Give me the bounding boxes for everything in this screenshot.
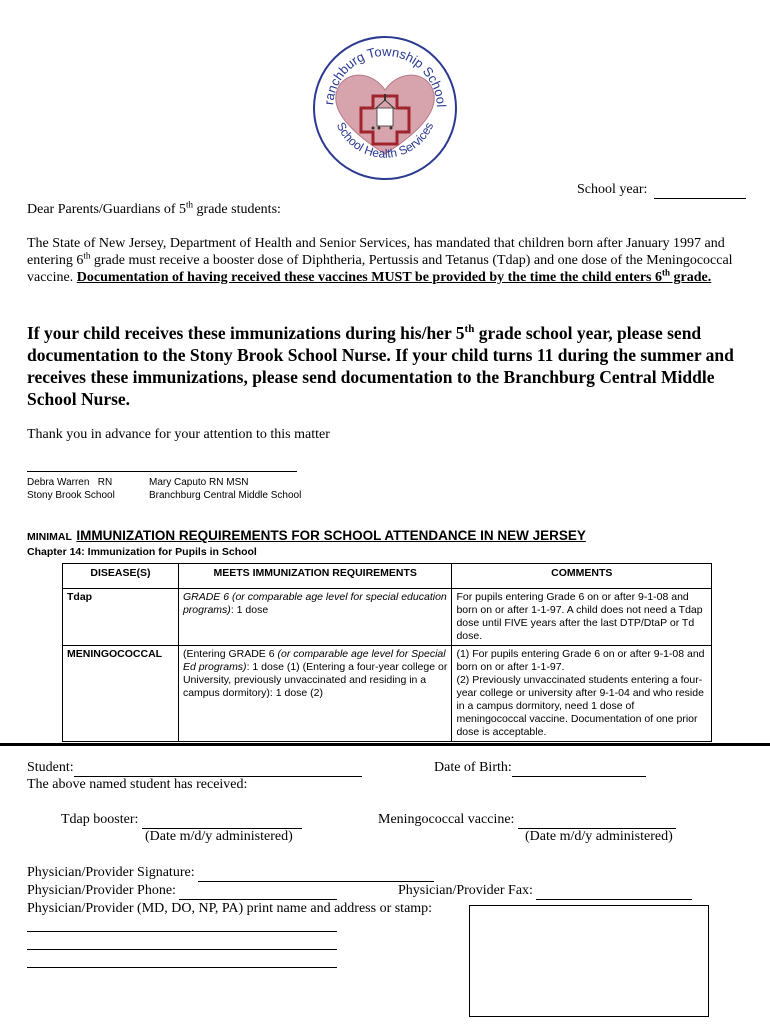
physician-signature-field[interactable] [198,864,434,882]
school-year-field[interactable] [654,181,746,199]
meningococcal-line [378,811,676,829]
dob-field[interactable] [512,759,646,777]
dob-label: Date of Birth: [434,760,512,775]
physician-fax-field[interactable] [536,882,692,900]
table-header-row [63,564,712,589]
meningococcal-label: Meningococcal vaccine: [378,812,515,827]
requirement-pre: (Entering GRADE 6 [182,648,278,660]
disease-cell [63,646,179,742]
requirement-text: : 1 dose [230,604,269,616]
nurse-signature-2 [149,476,301,502]
instructions-text-2: grade school year, please send documentation to the Stony Brook School Nurse. If your child turns 11 during the summer and receives these immunizations, please send documentation to the Branchburg Central Middle School Nurse. [27,323,734,409]
requirements-table [62,563,712,742]
physician-phone-field[interactable] [179,882,337,900]
form-divider [0,743,770,746]
signature-line [27,864,434,882]
meningococcal-date-hint: (Date m/d/y administered) [525,829,673,844]
requirement-text: : 1 dose (1) (Entering a four-year college or University, previously unvaccinated and residing in a campus dormitory): 1 dose (2) [182,661,448,699]
mandate-text-1: The State of New Jersey, Department of Health and Senior Services, has mandated that children born after January 1997 and entering 6 [27,236,725,268]
stamp-label: Physician/Provider (MD, DO, NP, PA) print name and address or stamp: [27,901,433,916]
tdap-label: Tdap booster: [61,812,139,827]
physician-phone-label: Physician/Provider Phone: [27,883,176,898]
logo-bottom-text: School Health Services [333,120,437,161]
nurse-school-1: Stony Brook School [27,490,115,501]
meningococcal-date-field[interactable] [518,811,676,829]
disease-meningococcal: MENINGOCOCCAL [67,648,163,660]
nurse-name-1: Debra Warren RN [27,477,113,488]
requirements-subtitle: Chapter 14: Immunization for Pupils in School [27,546,257,558]
requirements-title-small: MINIMAL [27,531,72,543]
address-line-1[interactable] [27,931,337,932]
tdap-line [61,811,302,829]
nurse-name-2: Mary Caputo RN MSN [149,477,249,488]
notice-text-1: Documentation of having received these vaccines MUST be provided by the time the child enters 6 [76,270,662,285]
mandate-sup: th [83,250,91,261]
requirements-title [27,527,586,545]
phone-line [27,882,337,900]
tdap-date-field[interactable] [142,811,302,829]
thank-you-text: Thank you in advance for your attention to this matter [27,427,330,442]
header-requirements: MEETS IMMUNIZATION REQUIREMENTS [178,564,452,589]
disease-cell [63,589,179,646]
dob-line [434,759,646,777]
comment-cell [452,589,712,646]
greeting-text-end: grade students: [193,202,281,217]
requirements-title-main: IMMUNIZATION REQUIREMENTS FOR SCHOOL ATTENDANCE IN NEW JERSEY [76,528,586,543]
comment-cell [452,646,712,742]
requirement-cell [178,646,452,742]
school-year-line [577,181,746,199]
student-label: Student: [27,760,74,775]
table-row [63,589,712,646]
comment-text: (1) For pupils entering Grade 6 on or after 9-1-08 and born on or after 1-1-97. (2) Previously unvaccinated students entering a four-year college or university after 9-1-04 and who reside in a campus dormitory, need 1 dose of meningococcal vaccine. Documentation of one prior dose is acceptable. [456,648,705,738]
notice-sup: th [662,267,671,278]
requirement-cell [178,589,452,646]
address-line-3[interactable] [27,967,337,968]
notice-text-2: grade. [670,270,712,285]
physician-signature-label: Physician/Provider Signature: [27,865,195,880]
student-field[interactable] [74,759,362,777]
stamp-box[interactable] [469,905,709,1017]
physician-fax-label: Physician/Provider Fax: [398,883,533,898]
greeting-text: Dear Parents/Guardians of 5 [27,202,187,217]
requirement-italic: (or comparable age level for Special Ed programs) [182,648,446,673]
school-logo [311,34,459,182]
student-line [27,759,362,777]
tdap-date-hint: (Date m/d/y administered) [145,829,293,844]
nurse-school-2: Branchburg Central Middle School [149,490,302,501]
instructions-sup: th [464,323,475,336]
disease-tdap: Tdap [67,591,93,603]
fax-line [398,882,692,900]
mandate-paragraph [27,235,743,286]
received-text: The above named student has received: [27,777,248,792]
signature-divider [27,471,297,472]
instructions-text-1: If your child receives these immunizations during his/her 5 [27,323,465,343]
logo-top-text: ranchburg Township School [321,43,450,108]
nurse-signature-1 [27,476,115,502]
school-year-label: School year: [577,182,648,197]
comment-text: For pupils entering Grade 6 on or after 9-1-08 and born on or after 1-1-97. A child does not need a Tdap dose until FIVE years after the last DTP/DtaP or Td dose. [456,591,703,642]
table-row [63,646,712,742]
header-comments: COMMENTS [452,564,712,589]
requirement-italic: GRADE 6 (or comparable age level for special education programs) [182,591,447,616]
header-disease: DISEASE(S) [63,564,179,589]
greeting-sup: th [186,199,194,210]
nurse-instructions [27,322,752,410]
greeting [27,201,281,218]
address-line-2[interactable] [27,949,337,950]
mandate-text-2: grade must receive a booster dose of Diphtheria, Pertussis and Tetanus (Tdap) and one dose of the Meningococcal vaccine. [27,253,733,285]
